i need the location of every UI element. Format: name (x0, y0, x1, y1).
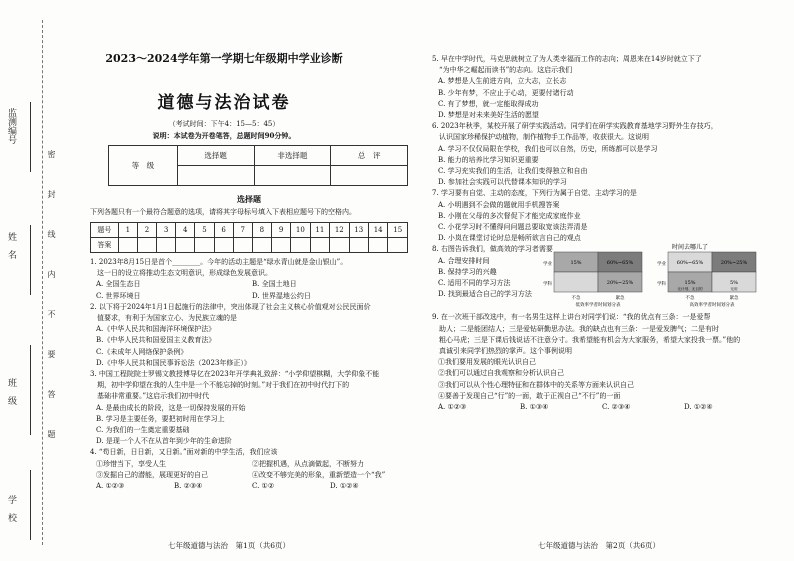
exam-instructions: 说明：本试卷为开卷笔答，总题时间90分钟。 (152, 131, 296, 140)
question-block (432, 312, 766, 413)
option[interactable]: C. 适用不同的学习方法 (438, 279, 511, 288)
chart-title: 时间去哪儿了 (671, 244, 709, 252)
question-stem: 2. 以下将于2024年1月1日起施行的法律中，突出体现了社会主义核心价值观对公民民面价 (90, 302, 371, 311)
exam-name: 2023～2024学年第一学期七年级期中学业诊断 (105, 52, 343, 65)
option[interactable]: B. 学习是主要任务，要把初时用在学习上 (96, 414, 225, 423)
question-stem: 这一日的设立将推动生态文明意识，形成绿色发展意识。 (90, 269, 272, 278)
option-row (90, 470, 408, 481)
option[interactable]: D.《中华人民共和国民事诉讼法（2023年修正）》 (96, 358, 251, 367)
question-stem: 9. 在一次班干部改选中，有一名男生这样上讲台对同学们说：“我的优点有三条：一是爱帮 (432, 313, 711, 322)
statement: ①珍惜当下，享受人生 (96, 459, 166, 468)
answer-blank-cell[interactable] (291, 238, 310, 253)
question-stem: 值要求，有利于为国家立心、为民族立魂的是 (90, 314, 237, 323)
question-stem: 期，初中学仰望在我的人生中是一个不能忘掉的时刻。”对于我们在初中时代打下的 (90, 381, 350, 390)
answer-table-number: 13 (349, 223, 368, 238)
answer-table-number: 11 (310, 223, 329, 238)
chart-cell-value: 20%~25% (606, 280, 634, 287)
chart-cell-value: 20%~25% (720, 260, 748, 267)
answer-blank-cell[interactable] (137, 238, 156, 253)
option[interactable]: B. 小刚在父母的多次督促下才能完成家庭作业 (438, 211, 581, 220)
answer-table-number: 10 (291, 223, 310, 238)
subject-title: 道德与法治试卷 (157, 93, 291, 113)
answer-blank-cell[interactable] (368, 238, 387, 253)
answer-table-number: 7 (233, 223, 252, 238)
page-2-footer: 七年级道德与法治 第2页（共6页） (537, 541, 661, 550)
question-stem: 粗心马虎；三是下课后钱说话不注意分寸。我希望能有机会为大家服务，希望大家投我一票。”他的 (432, 335, 741, 344)
option-row (432, 402, 766, 413)
answer-blank-cell[interactable] (233, 238, 252, 253)
option[interactable]: A. ①②③ (438, 403, 467, 412)
question-block (432, 188, 766, 244)
option[interactable]: ②我们可以通过自我观察和分析认识自己 (438, 369, 564, 378)
answer-table-number: 12 (330, 223, 349, 238)
option[interactable]: D. ①②④ (330, 482, 359, 491)
answer-table-number: 4 (176, 223, 195, 238)
question-stem: 助人；二是能团结人；三是爱钻研勤思办法。我的缺点也有三条：一是爱发脾气；二是有时 (432, 324, 719, 333)
answer-blank-cell[interactable] (118, 238, 137, 253)
chart-cell-value: 15% (684, 280, 696, 287)
chart-col-label: 不急 (571, 296, 581, 302)
chart-col-label: 紧急 (615, 296, 625, 302)
option[interactable]: A. 学习不仅仅局限在学校，我们也可以自然，历史，所练都可以是学习 (438, 144, 658, 153)
question-stem: “为中华之崛起而读书”的志向。这启示我们 (432, 66, 573, 75)
page-1-column (90, 46, 408, 492)
option[interactable]: D. 是现一个人不在从首年到少年的生命进阶 (96, 437, 232, 446)
question-stem: 真诚引来同学们热烈的掌声。这个事例说明 (432, 347, 572, 356)
chart-cell-value: 5% (730, 280, 738, 287)
sidebar-line (30, 225, 31, 295)
option[interactable]: A.《中华人民共和国海洋环境保护法》 (96, 325, 216, 334)
grade-table (108, 145, 408, 186)
option[interactable]: C. 世界环境日 (96, 291, 141, 300)
answer-blank-cell[interactable] (176, 238, 195, 253)
grade-cell[interactable] (331, 166, 408, 186)
option[interactable]: D. 小岚在课堂讨论时总是畅所欲言自己的观点 (438, 234, 581, 243)
chart-cell-note: 无计划、无目的 (677, 287, 703, 292)
question-stem: 7. 学习要有自觉、主动的态度，下列行为属于自觉、主动学习的是 (432, 189, 637, 198)
grade-col-total: 总 评 (331, 146, 408, 166)
answer-blank-cell[interactable] (157, 238, 176, 253)
option[interactable]: ③我们可以从个性心理特征和在群体中的关系等方面来认识自己 (438, 380, 634, 389)
answer-table-number: 3 (157, 223, 176, 238)
option[interactable]: D. 世界湿地公约日 (252, 291, 311, 300)
option[interactable]: D. 参加社会实践可以代替课本知识的学习 (438, 178, 567, 187)
statement: ②把握机遇，从点滴做起，不断努力 (252, 459, 364, 468)
answer-blank-cell[interactable] (195, 238, 214, 253)
section-instructions: 下列各题只有一个最符合题意的选项，请将其字母标号填入下表相应题号下的空格内。 (90, 208, 356, 216)
answer-blank-cell[interactable] (214, 238, 233, 253)
chart-row-label: 学业 (543, 262, 552, 268)
option-row (90, 459, 408, 470)
question-stem: 3. 中国工程院院士罗锡文教授博导亿在2023年开学典礼致辞：“小学仰望棋糊，大学仰象不能 (90, 370, 380, 379)
option[interactable]: A. ①②③ (96, 482, 125, 491)
seal-line-notice: 密 封 线 内 不 要 答 题 (47, 150, 56, 450)
sidebar-label-school: 学 校 (6, 495, 16, 522)
option[interactable]: B. ②③④ (174, 482, 203, 491)
question-stem: 认识国家珍稀保护动植物，制作植物手工作品等，收获很大。这说明 (432, 133, 649, 142)
option[interactable]: ①我们要用发展的眼光认识自己 (438, 358, 536, 367)
question-block (90, 257, 408, 302)
chart-cell-note: 无用 (730, 287, 738, 292)
question-list (90, 257, 408, 492)
grade-col-choice: 选择题 (177, 146, 254, 166)
question-list (432, 54, 766, 413)
grade-col-nonchoice: 非选择题 (254, 146, 331, 166)
chart-cell (554, 272, 598, 292)
chart-col-label: 不急 (685, 296, 695, 302)
question-stem: 1. 2023年8月15日是首个________。今年的活动主题是“绿水青山就是金山银山”。 (90, 258, 348, 266)
chart-row-label: 学科 (543, 282, 552, 288)
answer-blank-cell[interactable] (330, 238, 349, 253)
chart-cell-value: 60%~65% (606, 260, 634, 267)
option[interactable]: B. 保持学习的兴趣 (438, 267, 497, 276)
page-1-footer: 七年级道德与法治 第1页（共6页） (167, 541, 291, 550)
sidebar-label-class: 班 级 (6, 378, 16, 405)
grade-row-label: 等 级 (109, 146, 178, 186)
answer-blank-cell[interactable] (349, 238, 368, 253)
option[interactable]: C.《未成年人网络保护条例》 (96, 347, 188, 356)
answer-table-number: 9 (271, 223, 290, 238)
option[interactable]: C. ②③④ (602, 403, 631, 412)
option[interactable]: C. 为我们的一生奠定重要基础 (96, 426, 190, 435)
option[interactable]: A. 合理安排时间 (438, 256, 490, 265)
grade-cell[interactable] (177, 166, 254, 186)
option[interactable]: C. 有了梦想，就一定能取得成功 (438, 99, 539, 108)
answer-blank-cell[interactable] (388, 238, 408, 253)
answer-table-number: 8 (252, 223, 271, 238)
question-stem: 4. “苟日新，日日新，又日新。”面对新的中学生活，我们应该 (90, 448, 278, 457)
page-2-column (432, 46, 766, 413)
answer-table-label: 题号 (91, 223, 119, 238)
answer-table (90, 222, 408, 253)
question-block (432, 54, 766, 121)
option[interactable]: A. 小明遇到不会做的题就用手机搜答案 (438, 200, 560, 209)
answer-table-number: 1 (118, 223, 137, 238)
option[interactable]: ④要善于发现自己“行”的一面，敢于正视自己“不行”的一面 (438, 391, 621, 400)
question-block (432, 121, 766, 188)
answer-table-number: 2 (137, 223, 156, 238)
answer-table-label: 答案 (91, 238, 119, 253)
answer-table-number: 14 (368, 223, 387, 238)
chart-row-label: 学业 (657, 262, 666, 268)
question-stem: 基础非常重要。”这启示我们初中时代 (90, 392, 210, 401)
option[interactable]: D. 梦想是对未来美好生活的愿望 (438, 111, 539, 120)
option[interactable]: C. ①② (252, 482, 275, 491)
option-row (90, 279, 408, 290)
time-allocation-chart (540, 242, 766, 312)
option[interactable]: A. 是最由成长的阶段，这是一切保持发展的开始 (96, 403, 246, 412)
answer-table-number: 6 (214, 223, 233, 238)
exam-time: （考试时间：下午4：15—5：45） (168, 120, 280, 128)
option[interactable]: C. 小花学习时不懂得问问题总要取宽该法弄清是 (438, 223, 588, 232)
option[interactable]: B. 能力的培养比学习知识更重要 (438, 155, 539, 164)
statement: ③发掘自己的潜能，展现更好的自己 (96, 470, 208, 479)
question-block (90, 369, 408, 447)
answer-table-number: 5 (195, 223, 214, 238)
sidebar-line (30, 345, 31, 435)
answer-blank-cell[interactable] (310, 238, 329, 253)
sidebar-label-name: 姓 名 (6, 232, 16, 259)
chart-cell-value: 15% (570, 260, 582, 267)
sidebar-line (30, 102, 31, 172)
question-block (432, 244, 766, 312)
question-block (90, 302, 408, 369)
chart-cell-value: 60%~65% (676, 260, 704, 267)
chart-panel-label: 低效率学者时间划分表 (575, 303, 621, 309)
answer-blank-cell[interactable] (271, 238, 290, 253)
option[interactable]: D. 找到最适合自己的学习方法 (438, 290, 532, 299)
question-block (90, 447, 408, 492)
option[interactable]: A. 梦想是人生前进方向，立大志，立长志 (438, 77, 567, 86)
binding-sidebar (0, 0, 56, 561)
option-row (90, 291, 408, 302)
sidebar-label-exam-number: 监测编号 (6, 108, 16, 144)
grade-cell[interactable] (254, 166, 331, 186)
option[interactable]: B. 全国土地日 (252, 280, 297, 289)
answer-blank-cell[interactable] (252, 238, 271, 253)
question-stem: 8. 右图告诉我们，做高效的学习者需要 (432, 245, 553, 254)
answer-table-number: 15 (388, 223, 408, 238)
option[interactable]: C. 学习充实我们的生活，让我们变得独立和自由 (438, 167, 588, 176)
chart-col-label: 紧急 (729, 296, 739, 302)
question-stem: 5. 早在中学时代，马克思就树立了为人类幸福而工作的志向；周恩来在14岁时就立下了 (432, 55, 702, 63)
section-title: 选择题 (237, 194, 261, 204)
option[interactable]: D. ①②④ (684, 403, 713, 412)
option[interactable]: B. ①③④ (520, 403, 549, 412)
question-stem: 6. 2023年秋季，某校开展了研学实践活动。同学们在研学实践教育基地学习野外生存技巧， (432, 122, 718, 131)
option[interactable]: A. 全国生态日 (96, 280, 141, 289)
sidebar-line (30, 470, 31, 540)
chart-row-label: 学科 (657, 282, 666, 288)
chart-panel-label: 高效率学者时间划分表 (689, 303, 735, 309)
option[interactable]: B. 少年有梦，不应止于心动，更要付诸行动 (438, 88, 574, 97)
statement: ④改变不够完美的形象，重新塑造一个“我” (252, 470, 386, 479)
option[interactable]: B.《中华人民共和国爱国主义教育法》 (96, 336, 216, 345)
option-row (90, 481, 408, 492)
